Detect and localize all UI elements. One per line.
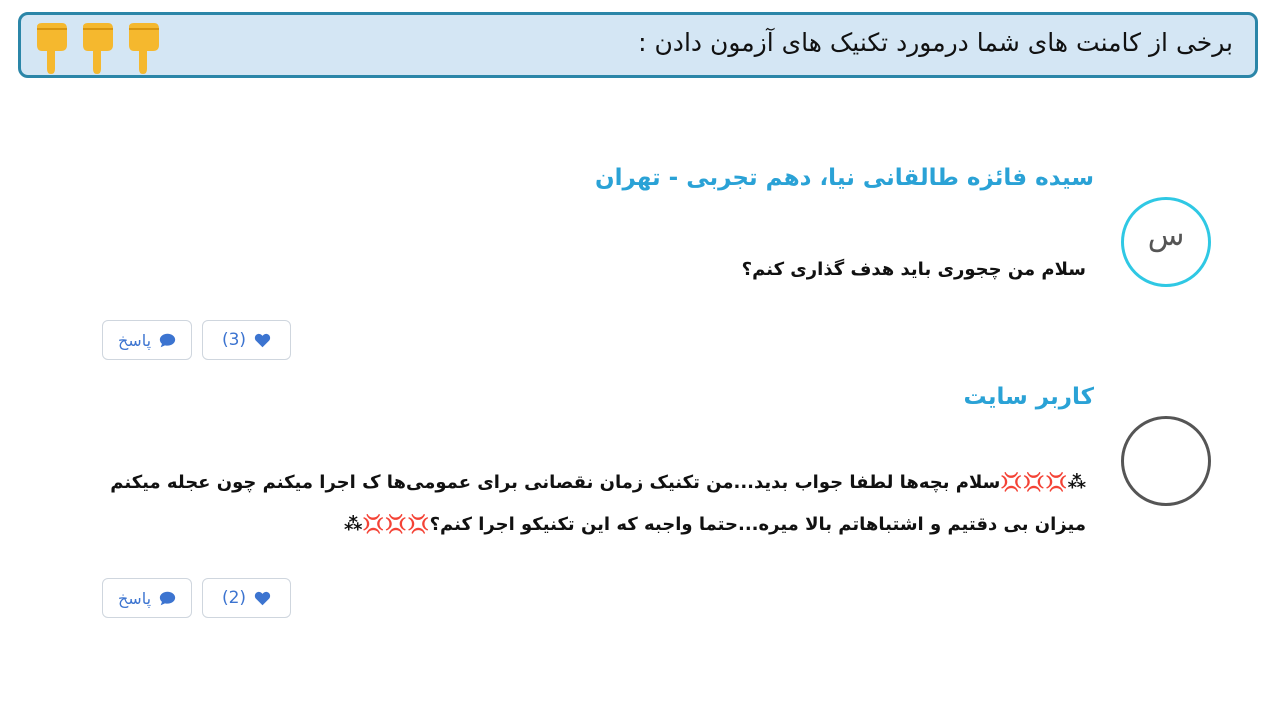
like-button[interactable] <box>202 578 291 618</box>
pointing-down-hand-icon <box>125 21 163 75</box>
reply-label: پاسخ <box>117 330 152 350</box>
like-count: (2) <box>221 588 247 608</box>
like-count: (3) <box>221 330 247 350</box>
heart-icon <box>254 590 271 607</box>
comment-author: سیده فائزه طالقانی نیا، دهم تجربی - تهران <box>595 165 1094 191</box>
comment-text: سلام من چجوری باید هدف گذاری کنم؟ <box>741 259 1086 280</box>
header-banner <box>18 12 1258 78</box>
like-button[interactable] <box>202 320 291 360</box>
pointing-down-hand-icon <box>79 21 117 75</box>
avatar <box>1121 416 1211 506</box>
avatar <box>1121 197 1211 287</box>
comment-author: کاربر سایت <box>963 384 1094 410</box>
reply-button[interactable] <box>102 320 192 360</box>
heart-icon <box>254 332 271 349</box>
comment-icon <box>159 590 176 607</box>
banner-title: برخی از کامنت های شما درمورد تکنیک های آزمون دادن : <box>638 28 1233 57</box>
comment-text: ⁂💢💢💢سلام بچه‌ها لطفا جواب بدید...من تکنیک زمان نقصانی برای عمومی‌ها ک اجرا میکنم چون عجله میکنم میزان بی دقتیم و اشتباهاتم بالا میره...حتما واجبه که این تکنیکو اجرا کنم؟💢💢💢⁂ <box>110 472 1086 535</box>
comment-icon <box>159 332 176 349</box>
pointing-hands <box>33 21 163 75</box>
pointing-down-hand-icon <box>33 21 71 75</box>
avatar-letter: س <box>1147 218 1185 253</box>
reply-button[interactable] <box>102 578 192 618</box>
reply-label: پاسخ <box>117 588 152 608</box>
